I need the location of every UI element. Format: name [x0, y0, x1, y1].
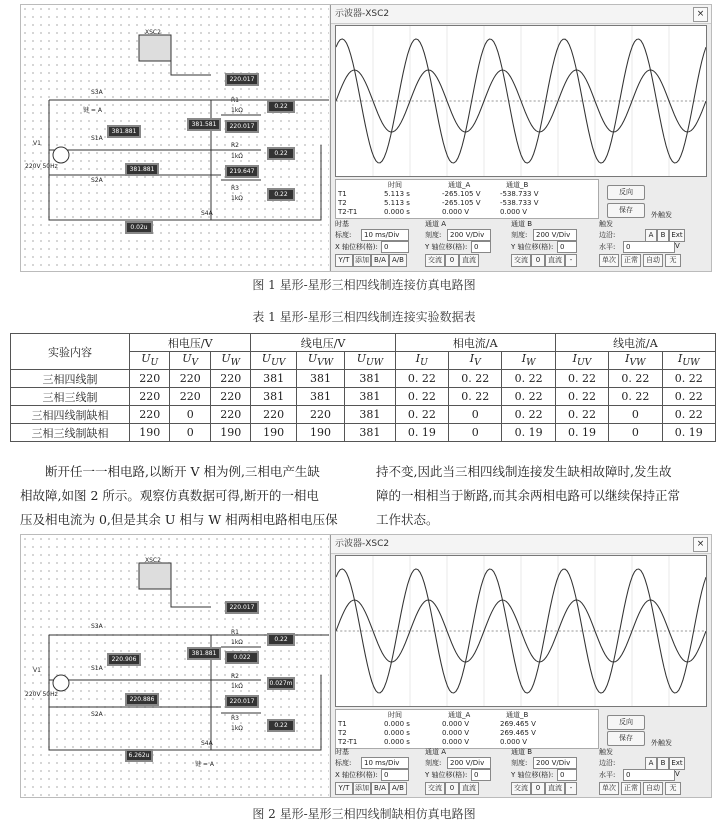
table-row [11, 370, 716, 388]
table-cell: 0. 22 [662, 370, 715, 388]
trigger-single-button[interactable]: 单次 [599, 782, 619, 795]
ch-b-minus-button[interactable]: - [565, 254, 577, 267]
mode-yt-button[interactable]: Y/T [335, 782, 353, 795]
readout-a: -265.105 V [442, 190, 481, 198]
voltmeter: 381.881 [125, 163, 159, 176]
table-cell: 381 [296, 370, 344, 388]
readout-a: 0.000 V [442, 738, 470, 746]
timebase-label: 时基 [335, 220, 349, 228]
table-sub-header: $U_V$ [170, 352, 210, 370]
readout-time: 5.113 s [384, 199, 410, 207]
scope-label: XSC2 [145, 557, 161, 564]
ch-a-zero-button[interactable]: 0 [445, 254, 459, 267]
table-cell: 0. 22 [555, 370, 608, 388]
reverse-button[interactable]: 反向 [607, 715, 645, 730]
ammeter: 0.22 [267, 719, 295, 732]
table-cell: 381 [345, 406, 395, 424]
readout-header-a: 通道_A [448, 711, 471, 719]
ch-b-dc-button[interactable]: 直流 [545, 254, 565, 267]
readout-b: 0.000 V [500, 738, 528, 746]
voltmeter: 219.647 [225, 165, 259, 178]
readout-b: 269.465 V [500, 720, 536, 728]
table-sub-header: $I_{UW}$ [662, 352, 715, 370]
table-cell: 220 [210, 370, 250, 388]
scope-label: XSC2 [145, 29, 161, 36]
table-cell: 381 [345, 370, 395, 388]
mode-add-button[interactable]: 添加 [353, 782, 371, 795]
waveform-plot [336, 26, 706, 176]
ch-b-scale-label: 刻度: [511, 759, 528, 767]
table-cell: 0. 22 [502, 370, 555, 388]
table-cell: 381 [345, 424, 395, 442]
xpos-label: X 轴位移(格): [335, 243, 378, 251]
table-cell: 0. 22 [395, 406, 448, 424]
readout-a: 0.000 V [442, 729, 470, 737]
resistor-r1: R1 [231, 629, 239, 636]
table-cell: 381 [345, 388, 395, 406]
trigger-auto-button[interactable]: 自动 [643, 254, 663, 267]
table-cell: 0. 22 [449, 370, 502, 388]
ch-a-ypos-input[interactable]: 0 [471, 769, 491, 781]
switch-s3a[interactable]: S3A [91, 89, 103, 96]
mode-ab-button[interactable]: A/B [389, 254, 407, 267]
trigger-auto-button[interactable]: 自动 [643, 782, 663, 795]
figure-2-caption: 图 2 星形-星形三相四线制缺相仿真电路图 [252, 807, 476, 821]
readout-header-b: 通道_B [506, 181, 529, 189]
ch-a-ypos-label: Y 轴位移(格): [425, 243, 468, 251]
save-button[interactable]: 保存 [607, 731, 645, 746]
row-label: 三相四线制缺相 [11, 406, 130, 424]
readout-time: 0.000 s [384, 729, 410, 737]
resistor-r2: R2 [231, 673, 239, 680]
readout-b: -538.733 V [500, 199, 539, 207]
timebase-scale-input[interactable]: 10 ms/Div [361, 757, 409, 769]
table-cell: 0. 19 [395, 424, 448, 442]
ammeter: 0.22 [267, 188, 295, 201]
table-cell: 0 [449, 424, 502, 442]
figure-1-caption: 图 1 星形-星形三相四线制连接仿真电路图 [252, 278, 476, 292]
paragraph-line: 持不变,因此当三相四线制连接发生缺相故障时,发生故 [376, 464, 672, 479]
channel-b-label: 通道 B [511, 220, 533, 228]
trigger-normal-button[interactable]: 正常 [621, 254, 641, 267]
table-row [11, 388, 716, 406]
row-label: 三相三线制 [11, 388, 130, 406]
figure-1 [20, 4, 712, 272]
readout-time: 0.000 s [384, 208, 410, 216]
edge-a-button[interactable]: A [645, 229, 657, 242]
trigger-label: 触发 [599, 220, 613, 228]
paragraph-right [376, 460, 716, 532]
table-row [11, 424, 716, 442]
table-sub-header: $U_{VW}$ [296, 352, 344, 370]
readout-label: T1 [338, 190, 347, 198]
scale-label: 标度: [335, 231, 352, 239]
voltmeter: 220.017 [225, 73, 259, 86]
switch-s4a[interactable]: S4A [201, 740, 213, 747]
voltmeter: 381.581 [187, 118, 221, 131]
window-title: 示波器-XSC2 [331, 5, 711, 24]
voltmeter: 381.881 [187, 647, 221, 660]
xpos-label: X 轴位移(格): [335, 771, 378, 779]
table-cell: 220 [210, 406, 250, 424]
paragraph-line: 障的一相相当于断路,而其余两相电路可以继续保持正常 [376, 488, 680, 503]
oscilloscope-window [330, 5, 711, 271]
table-cell: 0. 19 [555, 424, 608, 442]
resistor-r2-value: 1kΩ [231, 153, 243, 160]
table-cell: 0. 19 [502, 424, 555, 442]
resistor-r3-value: 1kΩ [231, 195, 243, 202]
table-cell: 0. 19 [662, 424, 715, 442]
cursor-readout [335, 179, 599, 219]
mode-yt-button[interactable]: Y/T [335, 254, 353, 267]
switch-s1a[interactable]: S1A [91, 135, 103, 142]
table-cell: 0. 22 [395, 370, 448, 388]
table-cell: 0. 22 [395, 388, 448, 406]
table-group-header: 线电压/V [251, 334, 395, 352]
ch-a-dc-button[interactable]: 直流 [459, 782, 479, 795]
ch-b-scale-input[interactable]: 200 V/Div [533, 757, 577, 769]
table-sub-header: $I_{UV}$ [555, 352, 608, 370]
voltmeter: 0.022 [225, 651, 259, 664]
close-icon[interactable]: × [693, 537, 708, 552]
paragraph-line: 工作状态。 [376, 512, 439, 527]
table-sub-header: $U_U$ [130, 352, 170, 370]
table-sub-header: $U_W$ [210, 352, 250, 370]
source-label: V1 [33, 140, 41, 147]
table-cell: 220 [130, 406, 170, 424]
channel-a-label: 通道 A [425, 220, 447, 228]
table-cell: 381 [251, 388, 296, 406]
source-label: V1 [33, 667, 41, 674]
source-spec: 220V 50Hz [25, 163, 58, 170]
ammeter: 6.262u [125, 749, 153, 762]
ch-a-zero-button[interactable]: 0 [445, 782, 459, 795]
ch-a-ac-button[interactable]: 交流 [425, 782, 445, 795]
edge-ext-button[interactable]: Ext [669, 229, 685, 242]
readout-label: T2 [338, 729, 347, 737]
voltmeter: 220.017 [225, 601, 259, 614]
readout-b: 0.000 V [500, 208, 528, 216]
close-icon[interactable]: × [693, 7, 708, 22]
ch-b-ac-button[interactable]: 交流 [511, 782, 531, 795]
readout-label: T2-T1 [338, 738, 358, 746]
readout-label: T1 [338, 720, 347, 728]
edge-a-button[interactable]: A [645, 757, 657, 770]
level-input[interactable]: 0 [623, 241, 675, 253]
resistor-r1-value: 1kΩ [231, 639, 243, 646]
paragraph-line: 断开任一一相电路,以断开 V 相为例,三相电产生缺 [45, 464, 320, 479]
table-cell: 220 [130, 370, 170, 388]
table-body [11, 370, 716, 442]
table-cell: 0 [170, 424, 210, 442]
ch-a-ypos-label: Y 轴位移(格): [425, 771, 468, 779]
reverse-button[interactable]: 反向 [607, 185, 645, 200]
edge-b-button[interactable]: B [657, 229, 669, 242]
ext-trigger-label: 外触发 [651, 211, 672, 219]
table-group-header: 线电流/A [555, 334, 715, 352]
circuit-diagram [21, 5, 329, 271]
table-header-content: 实验内容 [11, 334, 130, 370]
edge-label: 边沿: [599, 759, 616, 767]
readout-time: 0.000 s [384, 738, 410, 746]
table-cell: 0. 22 [555, 406, 608, 424]
ch-b-ypos-input[interactable]: 0 [557, 769, 577, 781]
table-cell: 0. 22 [555, 388, 608, 406]
ammeter: 0.22 [267, 633, 295, 646]
mode-add-button[interactable]: 添加 [353, 254, 371, 267]
timebase-label: 时基 [335, 748, 349, 756]
table-cell: 0. 22 [502, 388, 555, 406]
readout-header-time: 时间 [388, 711, 402, 719]
level-label: 水平: [599, 771, 616, 779]
resistor-r1: R1 [231, 97, 239, 104]
figure-2 [20, 534, 712, 798]
ch-a-scale-input[interactable]: 200 V/Div [447, 229, 491, 241]
paragraph-line: 压及相电流为 0,但是其余 U 相与 W 相两相电路相电压保 [20, 512, 338, 527]
channel-a-label: 通道 A [425, 748, 447, 756]
level-label: 水平: [599, 243, 616, 251]
table-sub-header: $I_V$ [449, 352, 502, 370]
table-sub-header: $I_U$ [395, 352, 448, 370]
xpos-input[interactable]: 0 [381, 769, 409, 781]
ammeter: 0.02u [125, 221, 153, 234]
trigger-none-button[interactable]: 无 [665, 782, 681, 795]
mode-ba-button[interactable]: B/A [371, 782, 389, 795]
ch-b-minus-button[interactable]: - [565, 782, 577, 795]
table-cell: 381 [251, 370, 296, 388]
scope-screen [335, 25, 707, 177]
resistor-r3-value: 1kΩ [231, 725, 243, 732]
resistor-r2: R2 [231, 142, 239, 149]
waveform-plot [336, 556, 706, 706]
table-cell: 0. 22 [609, 388, 662, 406]
switch-s3a[interactable]: S3A [91, 623, 103, 630]
ch-b-ypos-label: Y 轴位移(格): [511, 243, 554, 251]
table-cell: 0 [170, 406, 210, 424]
table-sub-header: $U_{UW}$ [345, 352, 395, 370]
row-label: 三相四线制 [11, 370, 130, 388]
table-sub-header: $I_W$ [502, 352, 555, 370]
table-cell: 0. 22 [662, 406, 715, 424]
table-row [11, 406, 716, 424]
source-spec: 220V 50Hz [25, 691, 58, 698]
paragraph-left [20, 460, 365, 532]
ch-b-ac-button[interactable]: 交流 [511, 254, 531, 267]
level-input[interactable]: 0 [623, 769, 675, 781]
mode-ba-button[interactable]: B/A [371, 254, 389, 267]
ch-b-ypos-input[interactable]: 0 [557, 241, 577, 253]
oscilloscope-window [330, 535, 711, 797]
ch-a-scale-label: 刻度: [425, 759, 442, 767]
table-sub-header: $I_{VW}$ [609, 352, 662, 370]
circuit-wiring [21, 5, 329, 271]
level-unit: V [675, 242, 680, 250]
window-title: 示波器-XSC2 [331, 535, 711, 554]
ch-a-ac-button[interactable]: 交流 [425, 254, 445, 267]
voltmeter: 220.017 [225, 695, 259, 708]
channel-b-label: 通道 B [511, 748, 533, 756]
ch-b-scale-label: 刻度: [511, 231, 528, 239]
scope-controls [335, 747, 707, 793]
trigger-single-button[interactable]: 单次 [599, 254, 619, 267]
table-group-header: 相电流/A [395, 334, 555, 352]
readout-label: T2-T1 [338, 208, 358, 216]
resistor-r2-value: 1kΩ [231, 683, 243, 690]
ammeter: 0.027m [267, 677, 295, 690]
table-sub-header: $U_{UV}$ [251, 352, 296, 370]
table-cell: 220 [296, 406, 344, 424]
switch-s1a[interactable]: S1A [91, 665, 103, 672]
resistor-r3: R3 [231, 715, 239, 722]
ch-b-ypos-label: Y 轴位移(格): [511, 771, 554, 779]
readout-b: 269.465 V [500, 729, 536, 737]
circuit-wiring [21, 535, 329, 797]
table-cell: 220 [130, 388, 170, 406]
table-cell: 0. 22 [449, 388, 502, 406]
readout-label: T2 [338, 199, 347, 207]
readout-header-a: 通道_A [448, 181, 471, 189]
switch-s2a[interactable]: S2A [91, 177, 103, 184]
ch-b-zero-button[interactable]: 0 [531, 782, 545, 795]
edge-b-button[interactable]: B [657, 757, 669, 770]
table-group-header: 相电压/V [130, 334, 251, 352]
experiment-data-table [10, 333, 716, 442]
row-label: 三相三线制缺相 [11, 424, 130, 442]
switch-s2a[interactable]: S2A [91, 711, 103, 718]
table-cell: 0. 22 [609, 370, 662, 388]
timebase-scale-input[interactable]: 10 ms/Div [361, 229, 409, 241]
table-cell: 0. 22 [662, 388, 715, 406]
ext-trigger-label: 外触发 [651, 739, 672, 747]
scope-screen [335, 555, 707, 707]
ch-b-scale-input[interactable]: 200 V/Div [533, 229, 577, 241]
resistor-r1-value: 1kΩ [231, 107, 243, 114]
table-cell: 0 [449, 406, 502, 424]
readout-a: 0.000 V [442, 208, 470, 216]
ch-a-scale-input[interactable]: 200 V/Div [447, 757, 491, 769]
switch-s4a[interactable]: S4A [201, 210, 213, 217]
readout-a: -265.105 V [442, 199, 481, 207]
table-cell: 190 [296, 424, 344, 442]
readout-time: 0.000 s [384, 720, 410, 728]
readout-header-time: 时间 [388, 181, 402, 189]
ch-a-dc-button[interactable]: 直流 [459, 254, 479, 267]
ammeter: 0.22 [267, 100, 295, 113]
trigger-label: 触发 [599, 748, 613, 756]
save-button[interactable]: 保存 [607, 203, 645, 218]
edge-ext-button[interactable]: Ext [669, 757, 685, 770]
ch-b-zero-button[interactable]: 0 [531, 254, 545, 267]
table-cell: 0 [609, 406, 662, 424]
cursor-readout [335, 709, 599, 749]
circuit-diagram [21, 535, 329, 797]
scope-controls [335, 219, 707, 265]
table-cell: 220 [170, 388, 210, 406]
table-cell: 0 [609, 424, 662, 442]
level-unit: V [675, 770, 680, 778]
trigger-none-button[interactable]: 无 [665, 254, 681, 267]
paragraph-line: 相故障,如图 2 所示。观察仿真数据可得,断开的一相电 [20, 488, 319, 503]
resistor-r3: R3 [231, 185, 239, 192]
ch-a-scale-label: 刻度: [425, 231, 442, 239]
table-1-caption: 表 1 星形-星形三相四线制连接实验数据表 [252, 310, 476, 324]
trigger-normal-button[interactable]: 正常 [621, 782, 641, 795]
edge-label: 边沿: [599, 231, 616, 239]
table-cell: 0. 22 [502, 406, 555, 424]
table-cell: 381 [296, 388, 344, 406]
readout-b: -538.733 V [500, 190, 539, 198]
ch-b-dc-button[interactable]: 直流 [545, 782, 565, 795]
table-cell: 220 [170, 370, 210, 388]
voltmeter: 220.906 [107, 653, 141, 666]
readout-header-b: 通道_B [506, 711, 529, 719]
voltmeter: 381.881 [107, 125, 141, 138]
readout-a: 0.000 V [442, 720, 470, 728]
xpos-input[interactable]: 0 [381, 241, 409, 253]
switch-key: 键 = A [195, 761, 214, 768]
mode-ab-button[interactable]: A/B [389, 782, 407, 795]
ch-a-ypos-input[interactable]: 0 [471, 241, 491, 253]
scale-label: 标度: [335, 759, 352, 767]
switch-key: 键 = A [83, 107, 102, 114]
table-cell: 220 [251, 406, 296, 424]
table-cell: 190 [210, 424, 250, 442]
table-cell: 190 [130, 424, 170, 442]
table-cell: 190 [251, 424, 296, 442]
voltmeter: 220.886 [125, 693, 159, 706]
table-cell: 220 [210, 388, 250, 406]
readout-time: 5.113 s [384, 190, 410, 198]
voltmeter: 220.017 [225, 120, 259, 133]
ammeter: 0.22 [267, 147, 295, 160]
